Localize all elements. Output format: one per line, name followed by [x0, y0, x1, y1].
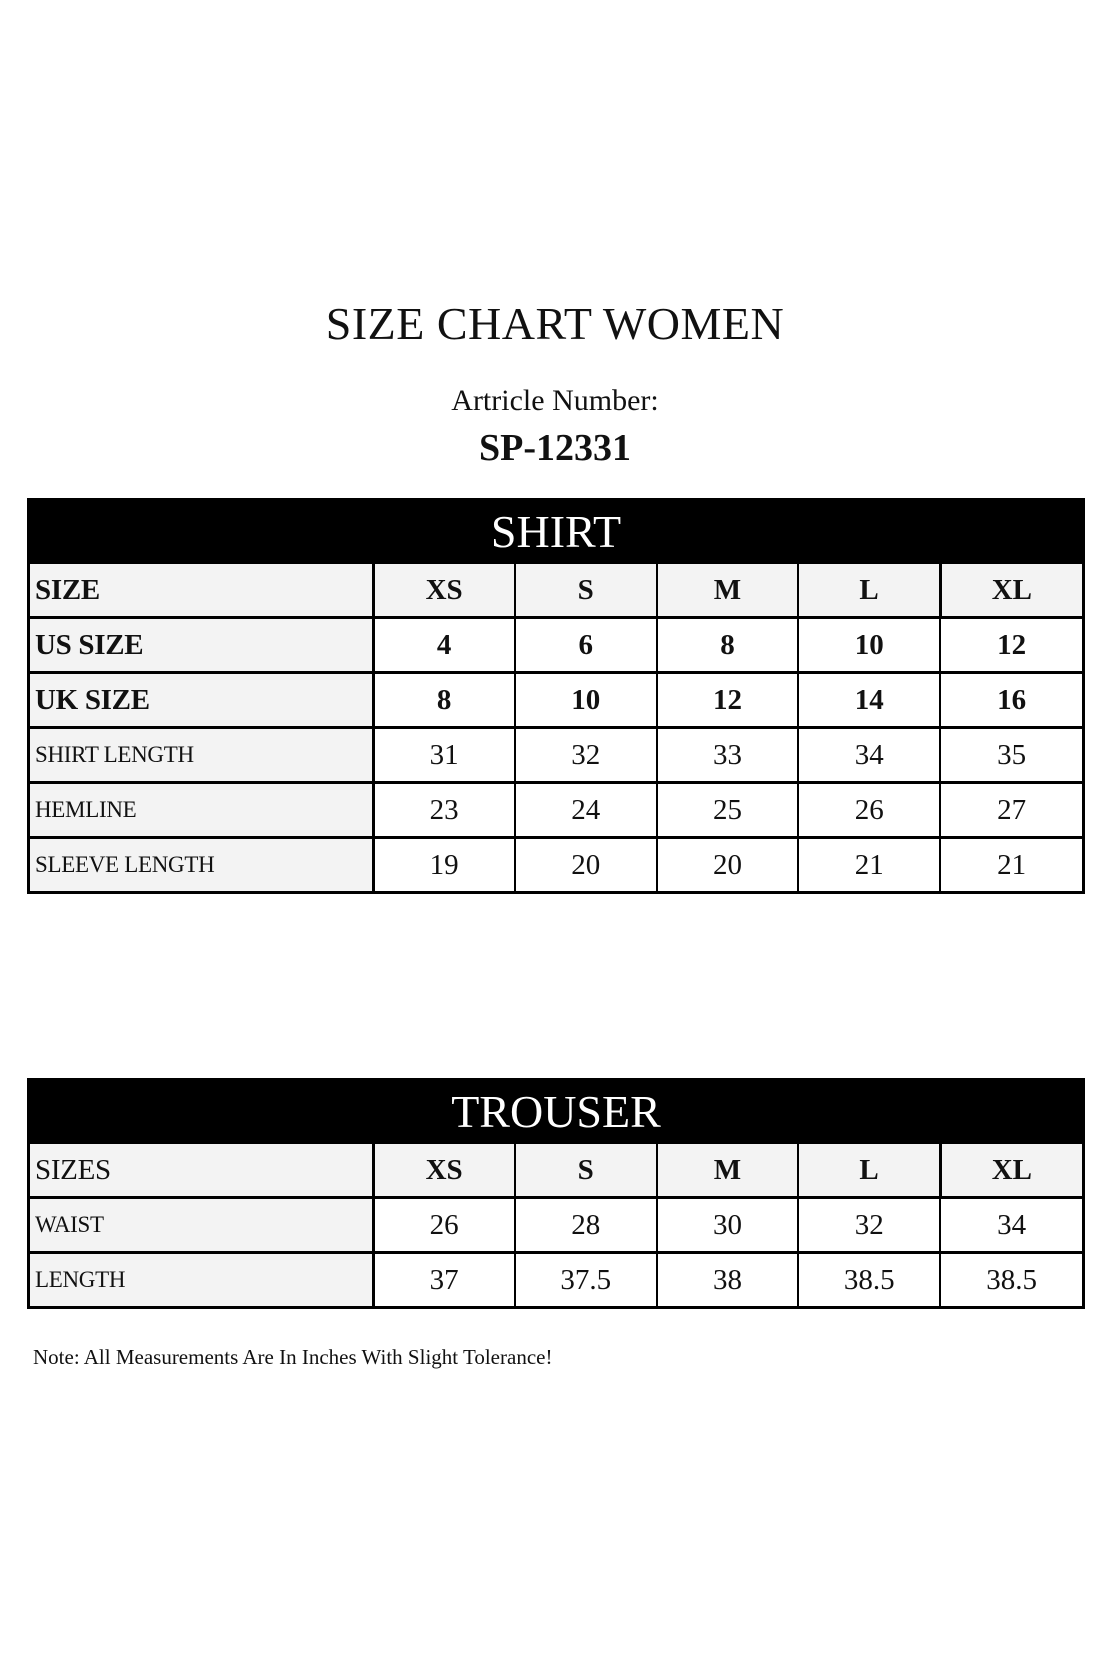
table-cell: 35	[940, 728, 1082, 783]
table-row	[30, 1253, 1082, 1307]
shirt-table	[30, 561, 1082, 891]
table-cell: 30	[657, 1198, 799, 1253]
table-cell: 31	[373, 728, 515, 783]
row-label: UK SIZE	[30, 673, 373, 728]
row-label: US SIZE	[30, 618, 373, 673]
table-cell: 33	[657, 728, 799, 783]
size-header-cell: L	[798, 563, 940, 618]
size-header-cell: XS	[373, 1143, 515, 1198]
table-cell: 12	[940, 618, 1082, 673]
row-label: SIZES	[30, 1143, 373, 1198]
row-label: SLEEVE LENGTH	[30, 838, 373, 892]
table-cell: 8	[373, 673, 515, 728]
row-label: SIZE	[30, 563, 373, 618]
table-cell: 21	[940, 838, 1082, 892]
size-header-cell: XS	[373, 563, 515, 618]
row-label: HEMLINE	[30, 783, 373, 838]
table-row	[30, 673, 1082, 728]
table-cell: 14	[798, 673, 940, 728]
table-cell: 23	[373, 783, 515, 838]
table-cell: 24	[515, 783, 657, 838]
size-header-cell: XL	[940, 563, 1082, 618]
table-row	[30, 1198, 1082, 1253]
table-cell: 4	[373, 618, 515, 673]
measurement-note: Note: All Measurements Are In Inches With Slight Tolerance!	[33, 1345, 553, 1369]
page-title: SIZE CHART WOMEN	[325, 298, 785, 349]
article-number-label: Artricle Number:	[451, 384, 659, 417]
table-cell: 27	[940, 783, 1082, 838]
trouser-size-table	[27, 1078, 1085, 1309]
table-cell: 25	[657, 783, 799, 838]
table-cell: 26	[798, 783, 940, 838]
size-header-cell: XL	[940, 1143, 1082, 1198]
table-cell: 38	[657, 1253, 799, 1307]
table-cell: 32	[798, 1198, 940, 1253]
table-cell: 10	[798, 618, 940, 673]
table-row	[30, 618, 1082, 673]
table-cell: 16	[940, 673, 1082, 728]
table-cell: 12	[657, 673, 799, 728]
size-header-cell: M	[657, 563, 799, 618]
trouser-table	[30, 1141, 1082, 1306]
article-number: SP-12331	[479, 427, 631, 469]
table-cell: 38.5	[798, 1253, 940, 1307]
table-cell: 28	[515, 1198, 657, 1253]
table-cell: 38.5	[940, 1253, 1082, 1307]
table-row	[30, 838, 1082, 892]
trouser-heading: TROUSER	[30, 1081, 1082, 1141]
table-cell: 34	[940, 1198, 1082, 1253]
table-cell: 37.5	[515, 1253, 657, 1307]
row-label: SHIRT LENGTH	[30, 728, 373, 783]
size-header-cell: S	[515, 563, 657, 618]
row-label: LENGTH	[30, 1253, 373, 1307]
table-cell: 6	[515, 618, 657, 673]
table-row	[30, 783, 1082, 838]
table-cell: 34	[798, 728, 940, 783]
table-cell: 10	[515, 673, 657, 728]
trouser-header-row	[30, 1143, 1082, 1198]
shirt-size-table	[27, 498, 1085, 894]
table-cell: 26	[373, 1198, 515, 1253]
table-cell: 20	[515, 838, 657, 892]
size-header-cell: L	[798, 1143, 940, 1198]
size-header-cell: M	[657, 1143, 799, 1198]
row-label: WAIST	[30, 1198, 373, 1253]
table-cell: 19	[373, 838, 515, 892]
table-cell: 20	[657, 838, 799, 892]
shirt-header-row	[30, 563, 1082, 618]
table-cell: 37	[373, 1253, 515, 1307]
table-cell: 8	[657, 618, 799, 673]
shirt-heading: SHIRT	[30, 501, 1082, 561]
table-cell: 21	[798, 838, 940, 892]
table-cell: 32	[515, 728, 657, 783]
table-row	[30, 728, 1082, 783]
size-header-cell: S	[515, 1143, 657, 1198]
